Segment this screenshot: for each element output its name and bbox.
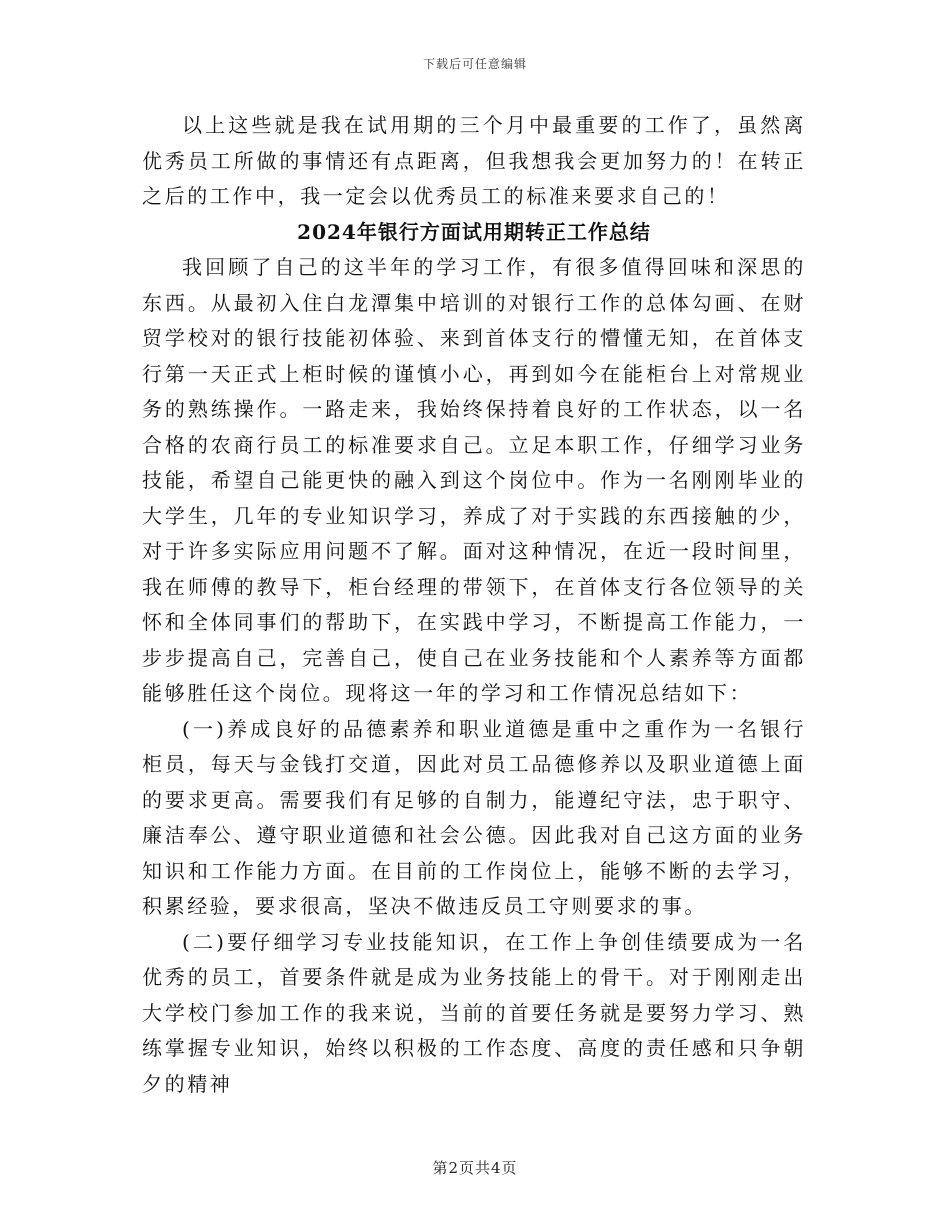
document-title: 2024年银行方面试用期转正工作总结: [297, 219, 651, 244]
page-header: 下载后可任意编辑: [422, 57, 527, 71]
page-number-footer: 第2页共4页: [432, 1159, 518, 1177]
document-body: [142, 108, 806, 1102]
body-paragraph-1: 我回顾了自己的这半年的学习工作，有很多值得回味和深思的东西。从最初入住白龙潭集中培训的对银行工作的总体勾画、在财贸学校对的银行技能初体验、来到首体支行的懵懂无知，在首体支行第一天正式上柜时候的谨慎小心，再到如今在能柜台上对常规业务的熟练操作。一路走来，我始终保持着良好的工作状态，以一名合格的农商行员工的标准要求自己。立足本职工作，仔细学习业务技能，希望自己能更快的融入到这个岗位中。作为一名刚刚毕业的大学生，几年的专业知识学习，养成了对于实践的东西接触的少，对于许多实际应用问题不了解。面对这种情况，在近一段时间里，我在师傅的教导下，柜台经理的带领下，在首体支行各位领导的关怀和全体同事们的帮助下，在实践中学习，不断提高工作能力，一步步提高自己，完善自己，使自己在业务技能和个人素养等方面都能够胜任这个岗位。现将这一年的学习和工作情况总结如下：: [142, 255, 806, 705]
body-paragraph-3: (二)要仔细学习专业技能知识，在工作上争创佳绩要成为一名优秀的员工，首要条件就是成为业务技能上的骨干。对于刚刚走出大学校门参加工作的我来说，当前的首要任务就是要努力学习、熟练掌握专业知识，始终以积极的工作态度、高度的责任感和只争朝夕的精神: [142, 929, 806, 1096]
body-paragraph-2: (一)养成良好的品德素养和职业道德是重中之重作为一名银行柜员，每天与金钱打交道，因此对员工品德修养以及职业道德上面的要求更高。需要我们有足够的自制力，能遵纪守法，忠于职守、廉洁奉公、遵守职业道德和社会公德。因此我对自己这方面的业务知识和工作能力方面。在目前的工作岗位上，能够不断的去学习，积累经验，要求很高，坚决不做违反员工守则要求的事。: [142, 716, 806, 918]
intro-paragraph: 以上这些就是我在试用期的三个月中最重要的工作了，虽然离优秀员工所做的事情还有点距离，但我想我会更加努力的！在转正之后的工作中，我一定会以优秀员工的标准来要求自己的！: [142, 113, 806, 208]
